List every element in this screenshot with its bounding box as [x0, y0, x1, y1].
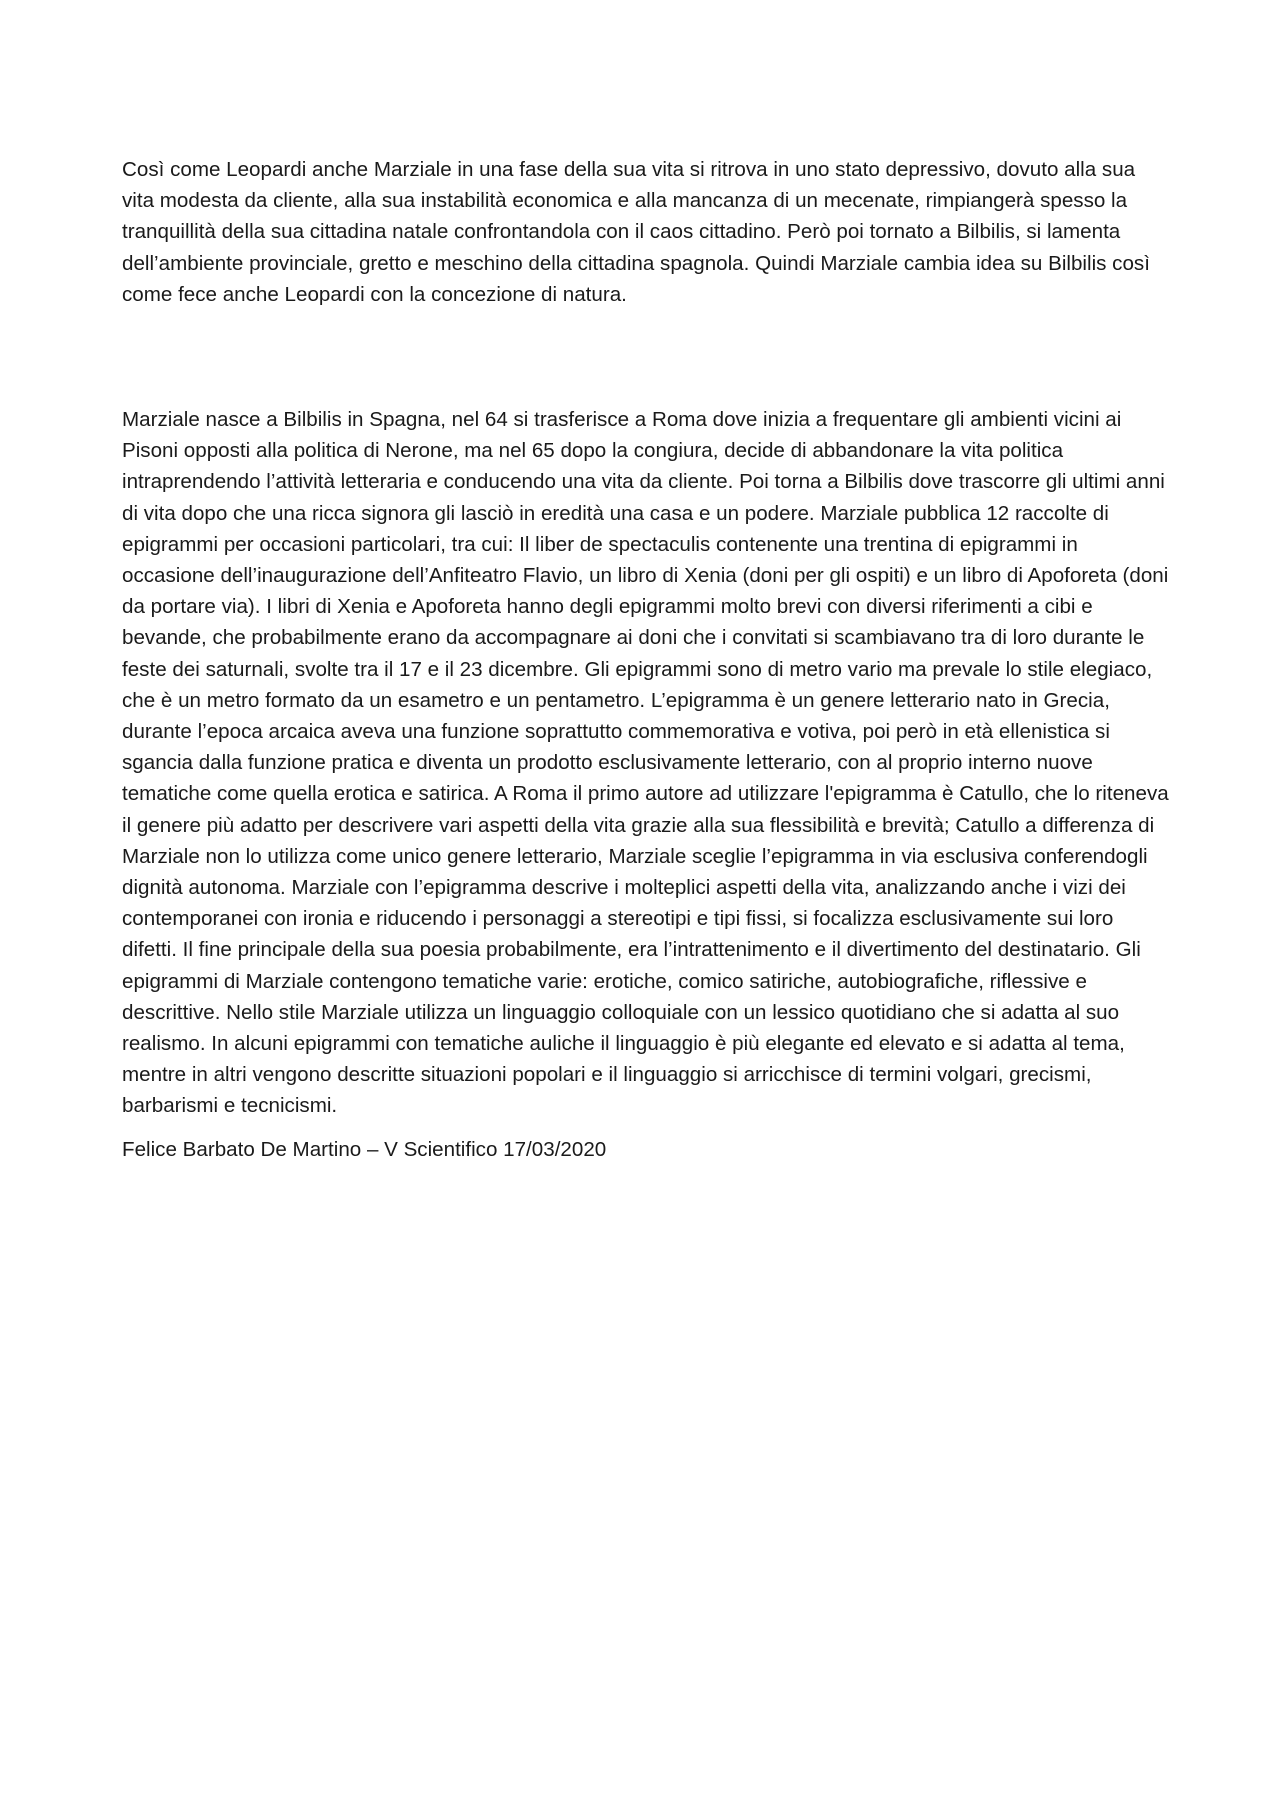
paragraph-leopardi-comparison: Così come Leopardi anche Marziale in una fase della sua vita si ritrova in uno stato depressivo, dovuto alla sua vita modesta da cliente, alla sua instabilità economica e alla mancanza di un mecenate, rimpiangerà spesso la tranquillità della sua cittadina natale confrontandola con il caos cittadino. Però poi tornato a Bilbilis, si lamenta dell’ambiente provinciale, gretto e meschino della cittadina spagnola. Quindi Marziale cambia idea su Bilbilis così come fece anche Leopardi con la concezione di natura.	[122, 158, 1150, 306]
paragraph-marziale-biography: Marziale nasce a Bilbilis in Spagna, nel 64 si trasferisce a Roma dove inizia a frequentare gli ambienti vicini ai Pisoni opposti alla politica di Nerone, ma nel 65 dopo la congiura, decide di abbandonare la vita politica intraprendendo l’attività letteraria e conducendo una vita da cliente. Poi torna a Bilbilis dove trascorre gli ultimi anni di vita dopo che una ricca signora gli lasciò in eredità una casa e un podere. Marziale pubblica 12 raccolte di epigrammi per occasioni particolari, tra cui: Il liber de spectaculis contenente una trentina di epigrammi in occasione dell’inaugurazione dell’Anfiteatro Flavio, un libro di Xenia (doni per gli ospiti) e un libro di Apoforeta (doni da portare via). I libri di Xenia e Apoforeta hanno degli epigrammi molto brevi con diversi riferimenti a cibi e bevande, che probabilmente erano da accompagnare ai doni che i convitati si scambiavano tra di loro durante le feste dei saturnali, svolte tra il 17 e il 23 dicembre. Gli epigrammi sono di metro vario ma prevale lo stile elegiaco, che è un metro formato da un esametro e un pentametro. L’epigramma è un genere letterario nato in Grecia, durante l’epoca arcaica aveva una funzione soprattutto commemorativa e votiva, poi però in età ellenistica si sgancia dalla funzione pratica e diventa un prodotto esclusivamente letterario, con al proprio interno nuove tematiche come quella erotica e satirica. A Roma il primo autore ad utilizzare l'epigramma è Catullo, che lo riteneva il genere più adatto per descrivere vari aspetti della vita grazie alla sua flessibilità e brevità; Catullo a differenza di Marziale non lo utilizza come unico genere letterario, Marziale sceglie l’epigramma in via esclusiva conferendogli dignità autonoma. Marziale con l’epigramma descrive i molteplici aspetti della vita, analizzando anche i vizi dei contemporanei con ironia e riducendo i personaggi a stereotipi e tipi fissi, si focalizza esclusivamente sui loro difetti. Il fine principale della sua poesia probabilmente, era l’intrattenimento e il divertimento del destinatario. Gli epigrammi di Marziale contengono tematiche varie: erotiche, comico satiriche, autobiografiche, riflessive e descrittive. Nello stile Marziale utilizza un linguaggio colloquiale con un lessico quotidiano che si adatta al suo realismo. In alcuni epigrammi con tematiche auliche il linguaggio è più elegante ed elevato e si adatta al tema, mentre in altri vengono descritte situazioni popolari e il linguaggio si arricchisce di termini volgari, grecismi, barbarismi e tecnicismi.	[122, 408, 1169, 1118]
document-body	[122, 154, 1170, 1165]
author-signature: Felice Barbato De Martino – V Scientifico 17/03/2020	[122, 1137, 607, 1161]
